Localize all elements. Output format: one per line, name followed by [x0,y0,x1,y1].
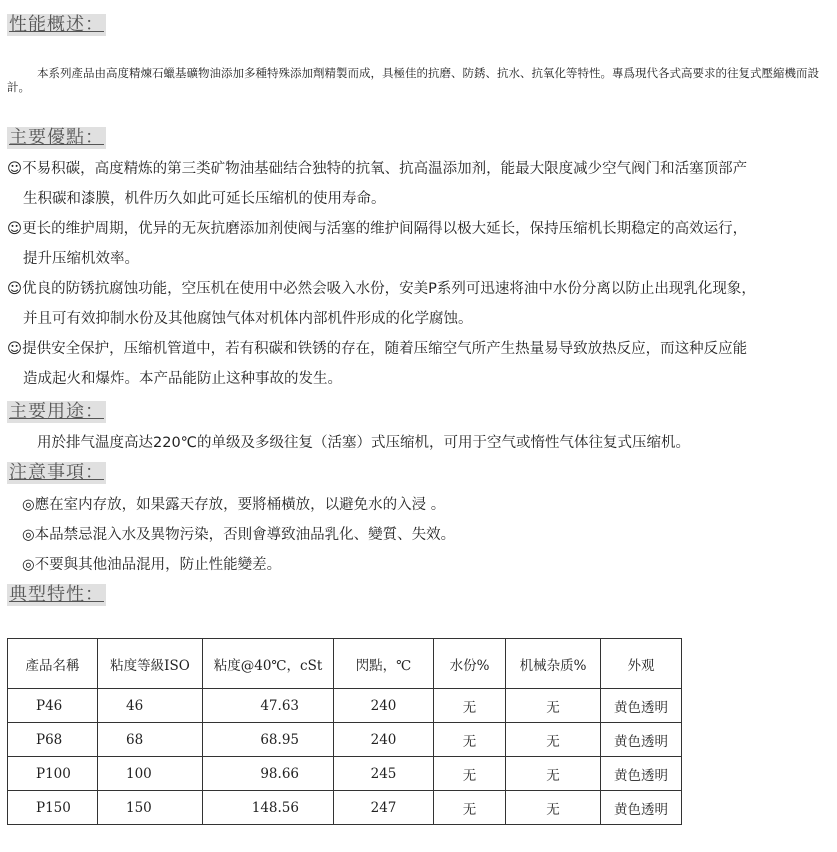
advantage-item-3 [7,274,827,334]
cell-product: P100 [8,757,98,791]
cell-appearance: 黄色透明 [601,757,682,791]
cell-viscosity: 68.95 [203,723,334,757]
usage-text: 用於排气温度高达220℃的单级及多级往复（活塞）式压缩机，可用于空气或惰性气体往复式压缩机。 [37,435,690,451]
usage-heading: 主要用途： [9,401,104,422]
properties-heading: 典型特性： [9,584,104,605]
cell-appearance: 黄色透明 [601,689,682,723]
cell-impurities: 无 [506,723,601,757]
table-row [8,689,682,723]
cell-impurities: 无 [506,757,601,791]
cell-viscosity: 47.63 [203,689,334,723]
cell-water: 无 [434,791,506,825]
cell-iso-grade: 100 [98,757,203,791]
cell-viscosity: 98.66 [203,757,334,791]
table-row [8,791,682,825]
advantage-item-4-line2: 造成起火和爆炸。本产品能防止这种事故的发生。 [23,371,342,387]
advantage-item-1 [7,154,827,214]
col-header-impurities: 机械杂质% [506,639,601,689]
col-header-appearance: 外观 [601,639,682,689]
cell-appearance: 黄色透明 [601,791,682,825]
advantages-heading: 主要優點： [9,127,104,148]
cell-iso-grade: 68 [98,723,203,757]
cell-appearance: 黄色透明 [601,723,682,757]
table-row [8,757,682,791]
performance-text [7,66,830,94]
cell-water: 无 [434,689,506,723]
properties-table [7,638,682,825]
advantage-item-1-line2: 生积碳和漆膜，机件历久如此可延长压缩机的使用寿命。 [23,191,386,207]
advantage-item-2-line2: 提升压缩机效率。 [23,251,139,267]
note-item-2: ◎本品禁忌混入水及異物污染，否則會導致油品乳化、變質、失效。 [22,527,456,543]
col-header-product: 產品名稱 [8,639,98,689]
col-header-viscosity: 粘度@40℃，cSt [203,639,334,689]
advantage-item-2-line1: ☺更长的维护周期，优异的无灰抗磨添加剂使阀与活塞的维护间隔得以极大延长，保持压缩机长期稳定的高效运行， [7,221,748,237]
cell-water: 无 [434,757,506,791]
cell-impurities: 无 [506,689,601,723]
performance-heading: 性能概述： [9,14,104,35]
cell-impurities: 无 [506,791,601,825]
performance-text-content: 本系列產品由高度精煉石蠟基礦物油添加多種特殊添加劑精製而成，具極佳的抗磨、防銹、抗水、抗氧化等特性。專爲現代各式高要求的往复式壓縮機而設計。 [7,66,819,94]
advantage-item-3-line1: ☺优良的防锈抗腐蚀功能，空压机在使用中必然会吸入水份，安美P系列可迅速将油中水份分离以防止出现乳化现象， [7,281,756,297]
cell-flash-point: 240 [334,689,434,723]
cell-product: P68 [8,723,98,757]
advantage-item-4 [7,334,827,394]
table-header-row [8,639,682,689]
note-item-3: ◎不要與其他油品混用，防止性能變差。 [22,557,282,573]
cell-viscosity: 148.56 [203,791,334,825]
advantage-item-2 [7,214,827,274]
table-row [8,723,682,757]
note-item-1: ◎應在室内存放，如果露天存放，要將桶橫放，以避免水的入浸 。 [22,497,446,513]
cell-flash-point: 240 [334,723,434,757]
cell-water: 无 [434,723,506,757]
col-header-water: 水份% [434,639,506,689]
cell-flash-point: 247 [334,791,434,825]
col-header-iso-grade: 粘度等級ISO [98,639,203,689]
notes-heading: 注意事項： [9,462,104,483]
cell-product: P46 [8,689,98,723]
col-header-flash-point: 閃點，℃ [334,639,434,689]
advantage-item-1-line1: ☺不易积碳，高度精炼的第三类矿物油基础结合独特的抗氧、抗高温添加剂，能最大限度减少空气阀门和活塞顶部产 [7,161,748,177]
advantage-item-4-line1: ☺提供安全保护，压缩机管道中，若有积碳和铁锈的存在，随着压缩空气所产生热量易导致放热反应，而这种反应能 [7,341,748,357]
cell-iso-grade: 46 [98,689,203,723]
cell-iso-grade: 150 [98,791,203,825]
cell-flash-point: 245 [334,757,434,791]
advantage-item-3-line2: 并且可有效抑制水份及其他腐蚀气体对机体内部机件形成的化学腐蚀。 [23,311,473,327]
cell-product: P150 [8,791,98,825]
